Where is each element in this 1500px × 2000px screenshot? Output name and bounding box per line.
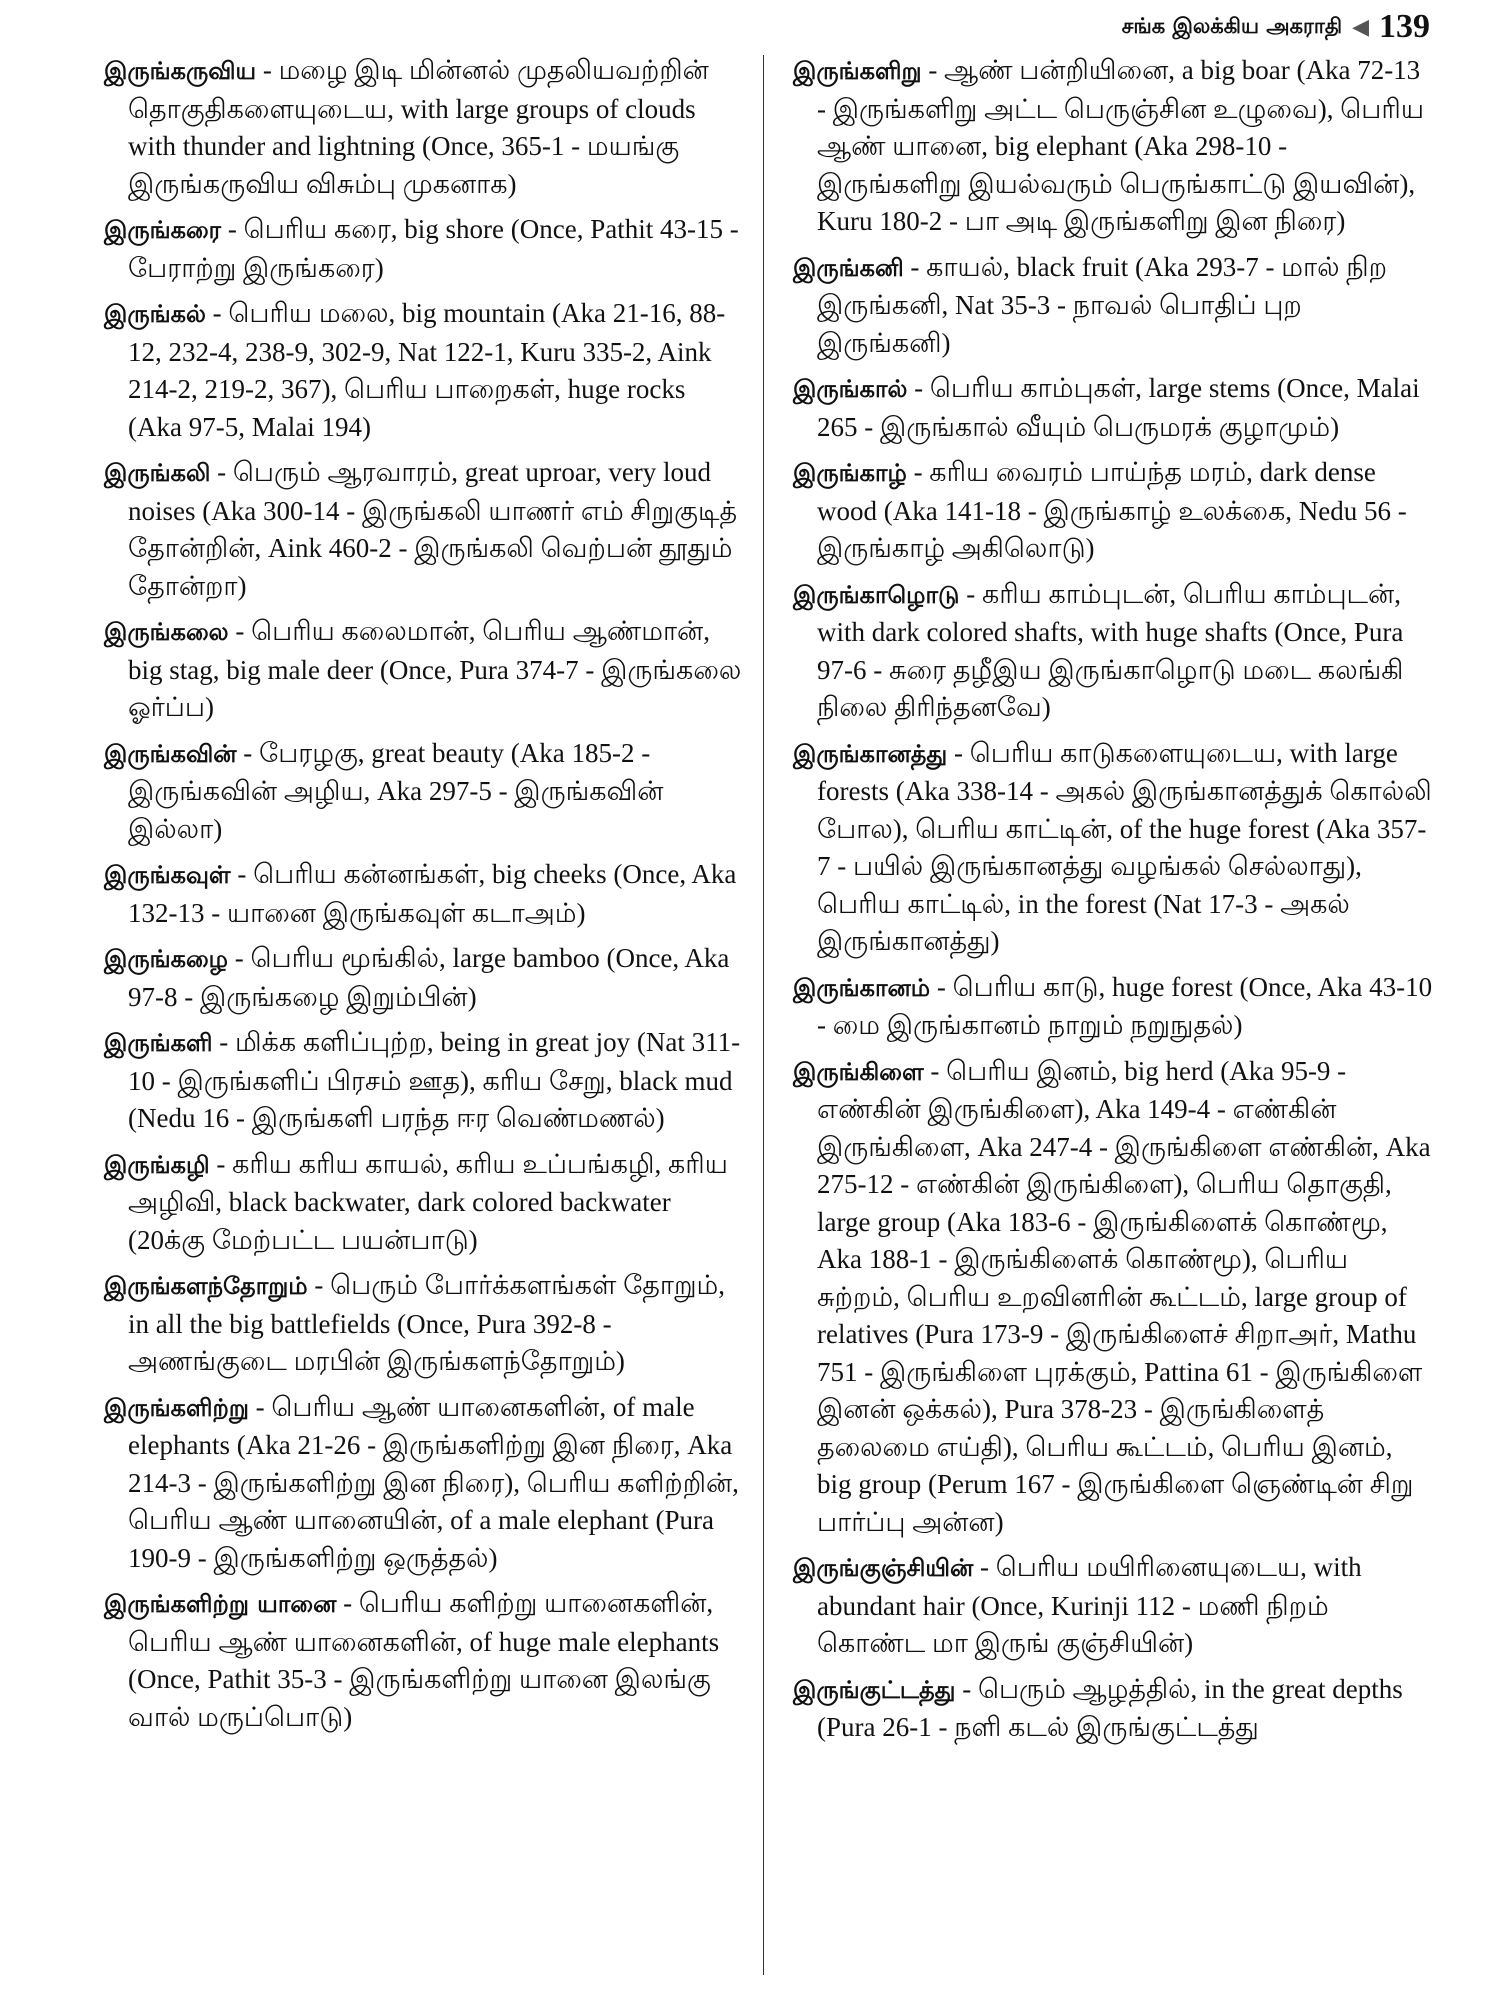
dictionary-entry (793, 969, 1433, 1045)
headword: இருங்களந்தோறும் (104, 1272, 308, 1300)
definition: - ஆண் பன்றியினை, a big boar (Aka 72-13 - இருங்களிறு அட்ட பெருஞ்சின உழுவை), பெரிய ஆண் யானை, big elephant (Aka 298-10 - இருங்களிறு இயல்வரும் பெருங்காட்டு இயவின்), Kuru 180-2 - பா அடி இருங்களிறு இன நிரை) (817, 55, 1424, 236)
definition: - பெரும் ஆரவாரம், great uproar, very loud noises (Aka 300-14 - இருங்கலி யாணர் எம் சிறுகுடித் தோன்றின், Aink 460-2 - இருங்கலி வெற்பன் தூதும் தோன்றா) (128, 457, 738, 601)
dictionary-entry (104, 940, 744, 1016)
definition: - பேரழகு, great beauty (Aka 185-2 - இருங்கவின் அழிய, Aka 297-5 - இருங்கவின் இல்லா) (128, 737, 664, 844)
column-divider (763, 55, 764, 1975)
headword: இருங்காழொடு (793, 580, 960, 609)
dictionary-entry (793, 52, 1433, 241)
dictionary-entry (793, 576, 1433, 727)
dictionary-entry (104, 454, 744, 605)
definition: - கரிய கரிய காயல், கரிய உப்பங்கழி, கரிய அழிவி, black backwater, dark colored backwater (20க்கு மேற்பட்ட பயன்பாடு) (128, 1148, 728, 1255)
book-title: சங்க இலக்கிய அகராதி (1121, 13, 1343, 38)
definition: - மழை இடி மின்னல் முதலியவற்றின் தொகுதிகளையுடைய, with large groups of clouds with thunder and lightning (Once, 365-1 - மயங்கு இருங்கருவிய விசும்பு முகனாக) (128, 55, 709, 199)
right-column (793, 52, 1433, 1755)
definition: - பெரிய காம்புகள், large stems (Once, Malai 265 - இருங்கால் வீயும் பெருமரக் குழாமும்) (817, 373, 1420, 442)
headword: இருங்கரை (104, 216, 222, 244)
headword: இருங்கனி (793, 253, 904, 282)
dictionary-entry (793, 1549, 1433, 1663)
dictionary-entry (104, 1267, 744, 1381)
definition: - பெரிய இனம், big herd (Aka 95-9 - எண்கின் இருங்கிளை), Aka 149-4 - எண்கின் இருங்கிளை, Aka 247-4 - இருங்கிளை எண்கின், Aka 275-12 - எண்கின் இருங்கிளை), பெரிய தொகுதி, large group (Aka 183-6 - இருங்கிளைக் கொண்மூ, Aka 188-1 - இருங்கிளைக் கொண்மூ), பெரிய சுற்றம், பெரிய உறவினரின் கூட்டம், large group of relatives (Pura 173-9 - இருங்கிளைச் சிறாஅர், Mathu 751 - இருங்கிளை புரக்கும், Pattina 61 - இருங்கிளை இனன் ஒக்கல்), Pura 378-23 - இருங்கிளைத் தலைமை எய்தி), பெரிய கூட்டம், பெரிய இனம், big group (Perum 167 - இருங்கிளை ஞெண்டின் சிறு பார்ப்பு அன்ன) (817, 1055, 1431, 1537)
dictionary-entry (104, 1585, 744, 1736)
definition: - பெரிய மூங்கில், large bamboo (Once, Aka 97-8 - இருங்கழை இறும்பின்) (128, 943, 730, 1012)
dictionary-entry (104, 52, 744, 203)
headword: இருங்களி (104, 1029, 213, 1057)
definition: - பெரும் போர்க்களங்கள் தோறும், in all the big battlefields (Once, Pura 392-8 - அணங்குடை மரபின் இருங்களந்தோறும்) (128, 1270, 726, 1376)
headword: இருங்களிற்று யானை (104, 1590, 337, 1618)
headword: இருங்கவின் (104, 739, 237, 768)
dictionary-entry (104, 1024, 744, 1138)
arrow-left-icon: ◀ (1352, 14, 1369, 39)
definition: - பெரிய கலைமான், பெரிய ஆண்மான், big stag, big male deer (Once, Pura 374-7 - இருங்கலை ஓர்ப்ப) (128, 616, 742, 722)
definition: - பெரும் ஆழத்தில், in the great depths (Pura 26-1 - நளி கடல் இருங்குட்டத்து (817, 1673, 1403, 1742)
definition: - காயல், black fruit (Aka 293-7 - மால் நிற இருங்கனி, Nat 35-3 - நாவல் பொதிப் புற இருங்கனி) (817, 251, 1387, 358)
headword: இருங்கானத்து (793, 739, 948, 768)
headword: இருங்குட்டத்து (793, 1675, 956, 1704)
definition: - மிக்க களிப்புற்ற, being in great joy (Nat 311-10 - இருங்களிப் பிரசம் ஊத), கரிய சேறு, black mud (Nedu 16 - இருங்களி பரந்த ஈர வெண்மணல்) (128, 1027, 741, 1133)
headword: இருங்கலை (104, 618, 229, 646)
dictionary-entry (104, 211, 744, 287)
dictionary-entry (104, 295, 744, 446)
definition: - பெரிய மலை, big mountain (Aka 21-16, 88-12, 232-4, 238-9, 302-9, Nat 122-1, Kuru 335-2, Aink 214-2, 219-2, 367), பெரிய பாறைகள், huge rocks (Aka 97-5, Malai 194) (128, 298, 726, 442)
headword: இருங்கழை (104, 945, 228, 973)
dictionary-entry (793, 1671, 1433, 1747)
dictionary-entry (793, 1053, 1433, 1542)
definition: - கரிய வைரம் பாய்ந்த மரம், dark dense wood (Aka 141-18 - இருங்காழ் உலக்கை, Nedu 56 - இருங்காழ் அகிலொடு) (817, 457, 1407, 563)
dictionary-entry (104, 1389, 744, 1578)
headword: இருங்கல் (104, 300, 206, 328)
dictionary-entry (104, 1146, 744, 1260)
page-number: 139 (1379, 8, 1430, 45)
definition: - பெரிய மயிரினையுடைய, with abundant hair (Once, Kurinji 112 - மணி நிறம் கொண்ட மா இருங் குஞ்சியின்) (817, 1552, 1362, 1658)
definition: - பெரிய ஆண் யானைகளின், of male elephants (Aka 21-26 - இருங்களிற்று இன நிரை, Aka 214-3 - இருங்களிற்று இன நிரை), பெரிய களிற்றின், பெரிய ஆண் யானையின், of a male elephant (Pura 190-9 - இருங்களிற்று ஒருத்தல்) (128, 1391, 739, 1573)
headword: இருங்கால் (793, 375, 908, 403)
definition: - பெரிய கரை, big shore (Once, Pathit 43-15 - பேராற்று இருங்கரை) (128, 214, 739, 283)
headword: இருங்கவுள் (104, 861, 231, 889)
page-header (1122, 8, 1430, 46)
headword: இருங்காழ் (793, 459, 907, 487)
definition: - பெரிய காடு, huge forest (Once, Aka 43-10 - மை இருங்கானம் நாறும் நறுநுதல்) (817, 971, 1433, 1040)
definition: - பெரிய காடுகளையுடைய, with large forests (Aka 338-14 - அகல் இருங்கானத்துக் கொல்லி போல), பெரிய காட்டின், of the huge forest (Aka 357-7 - பயில் இருங்கானத்து வழங்கல் செல்லாது), பெரிய காட்டில், in the forest (Nat 17-3 - அகல் இருங்கானத்து) (817, 737, 1432, 956)
definition: - பெரிய கன்னங்கள், big cheeks (Once, Aka 132-13 - யானை இருங்கவுள் கடாஅம்) (128, 859, 737, 928)
headword: இருங்கலி (104, 459, 211, 487)
dictionary-entry (104, 613, 744, 727)
headword: இருங்கழி (104, 1150, 210, 1179)
headword: இருங்களிற்று (104, 1393, 249, 1422)
definition: - கரிய காம்புடன், பெரிய காம்புடன், with dark colored shafts, with huge shafts (Once, Pura 97-6 - சுரை தழீஇய இருங்காழொடு மடை கலங்கி நிலை திரிந்தனவே) (817, 578, 1404, 722)
dictionary-entry (793, 370, 1433, 446)
dictionary-entry (104, 856, 744, 932)
headword: இருங்கானம் (793, 973, 931, 1002)
dictionary-entry (793, 735, 1433, 961)
dictionary-entry (793, 454, 1433, 568)
dictionary-entry (793, 249, 1433, 363)
dictionary-entry (104, 735, 744, 849)
headword: இருங்குஞ்சியின் (793, 1554, 974, 1582)
definition: - பெரிய களிற்று யானைகளின், பெரிய ஆண் யானைகளின், of huge male elephants (Once, Pathit 35-3 - இருங்களிற்று யானை இலங்கு வால் மருப்பொடு) (128, 1588, 720, 1732)
left-column (104, 52, 744, 1744)
headword: இருங்கிளை (793, 1057, 924, 1086)
headword: இருங்கருவிய (104, 57, 257, 85)
headword: இருங்களிறு (793, 57, 922, 85)
